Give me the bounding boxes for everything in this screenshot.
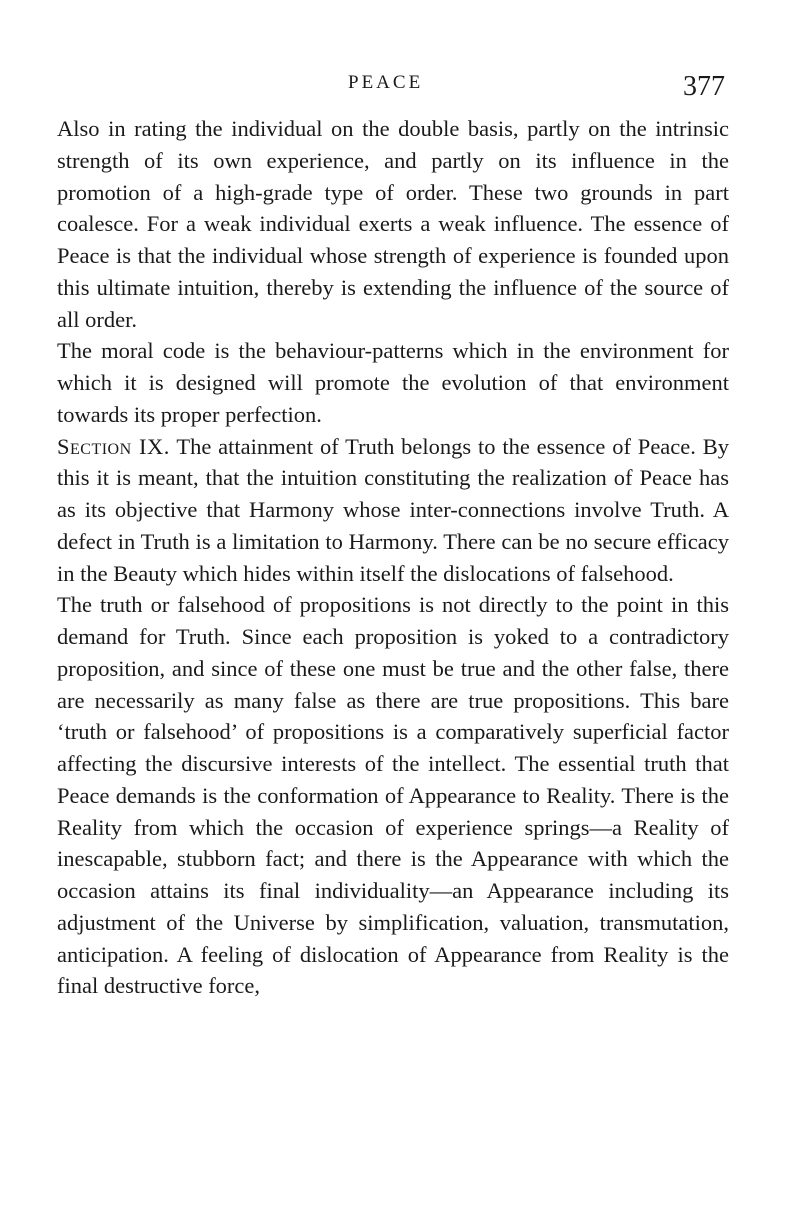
paragraph-2-text: The moral code is the behaviour-patterns which in the environment for which it is designed will promote the evolution of that environment towards its proper perfection.: [57, 338, 729, 427]
paragraph-2: [57, 335, 729, 430]
paragraph-4-text: The truth or falsehood of propositions is not directly to the point in this demand for Truth. Since each proposition is yoked to a contradictory proposition, and since of these one must be true and the other false, there are necessarily as many false as there are true propositions. This bare ‘truth or falsehood’ of propositions is a comparatively superficial factor affecting the discursive interests of the intellect. The essential truth that Peace demands is the conformation of Appearance to Reality. There is the Reality from which the occasion of experience springs—a Reality of inescapable, stubborn fact; and there is the Appearance with which the occasion attains its final individuality—an Appearance including its adjustment of the Universe by simplification, valuation, transmutation, anticipation. A feeling of dislocation of Appearance from Reality is the final destructive force,: [57, 592, 729, 999]
page-number: 377: [683, 71, 725, 102]
paragraph-1-text: Also in rating the individual on the double basis, partly on the intrinsic strength of its own experience, and partly on its influence in the promotion of a high-grade type of order. These two grounds in part coalesce. For a weak individual exerts a weak influence. The essence of Peace is that the individual whose strength of experience is founded upon this ultimate intuition, thereby is extending the influence of the source of all order.: [57, 116, 729, 332]
section-heading: Section IX.: [57, 433, 170, 459]
paragraph-1: [57, 113, 729, 335]
running-head: [0, 70, 800, 110]
paragraph-3-text: The attainment of Truth belongs to the essence of Peace. By this it is meant, that the intuition constituting the realization of Peace has as its objective that Harmony whose inter-connections involve Truth. A defect in Truth is a limitation to Harmony. There can be no secure efficacy in the Beauty which hides within itself the dislocations of falsehood.: [57, 433, 729, 586]
paragraph-4: [57, 589, 729, 1002]
body-text: [57, 113, 729, 1002]
paragraph-3: [57, 431, 729, 590]
running-title: PEACE: [348, 72, 424, 93]
